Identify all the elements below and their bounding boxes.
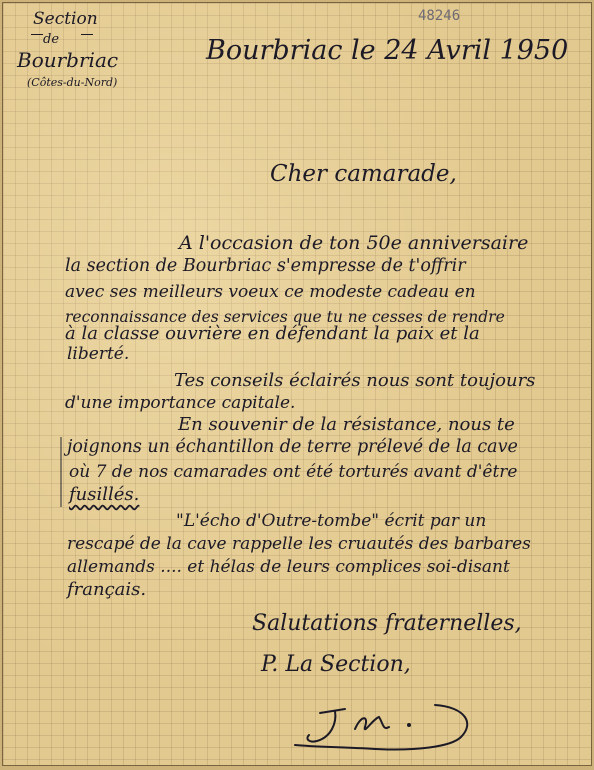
letter-page xyxy=(2,2,592,766)
letterhead-de: de xyxy=(43,32,60,47)
signed-for: P. La Section, xyxy=(261,652,411,677)
body-line: fusillés. xyxy=(69,484,140,505)
body-line: joignons un échantillon de terre prélevé de la cave xyxy=(67,437,518,457)
body-line: A l'occasion de ton 50e anniversaire xyxy=(179,232,529,254)
body-line: avec ses meilleurs voeux ce modeste cadeau en xyxy=(65,282,476,302)
greeting: Cher camarade, xyxy=(270,161,457,187)
letterhead-department: (Côtes-du-Nord) xyxy=(27,76,118,89)
body-line: Tes conseils éclairés nous sont toujours xyxy=(174,370,536,391)
body-line: liberté. xyxy=(67,344,130,364)
body-line: d'une importance capitale. xyxy=(65,393,296,413)
letterhead-town: Bourbriac xyxy=(17,48,119,72)
letterhead-divider-left xyxy=(31,34,43,35)
body-line: En souvenir de la résistance, nous te xyxy=(178,414,515,435)
letterhead-section: Section xyxy=(33,9,98,29)
body-line: français. xyxy=(67,579,147,600)
body-line: où 7 de nos camarades ont été torturés avant d'être xyxy=(69,462,518,482)
signature-scrawl xyxy=(265,693,505,753)
date-line: Bourbriac le 24 Avril 1950 xyxy=(206,35,569,66)
letterhead-divider-right xyxy=(81,34,93,35)
archive-number-stamp: 48246 xyxy=(418,8,461,24)
margin-mark xyxy=(60,437,62,507)
body-line: rescapé de la cave rappelle les cruautés des barbares xyxy=(67,534,531,554)
body-line: la section de Bourbriac s'empresse de t'offrir xyxy=(65,256,466,276)
body-line: à la classe ouvrière en défendant la paix et la xyxy=(65,323,480,344)
body-line: "L'écho d'Outre-tombe" écrit par un xyxy=(176,511,487,531)
closing-salutation: Salutations fraternelles, xyxy=(252,611,522,636)
body-line: reconnaissance des services que tu ne cesses de rendre xyxy=(65,308,505,326)
body-line: allemands .... et hélas de leurs complices soi-disant xyxy=(67,557,510,577)
